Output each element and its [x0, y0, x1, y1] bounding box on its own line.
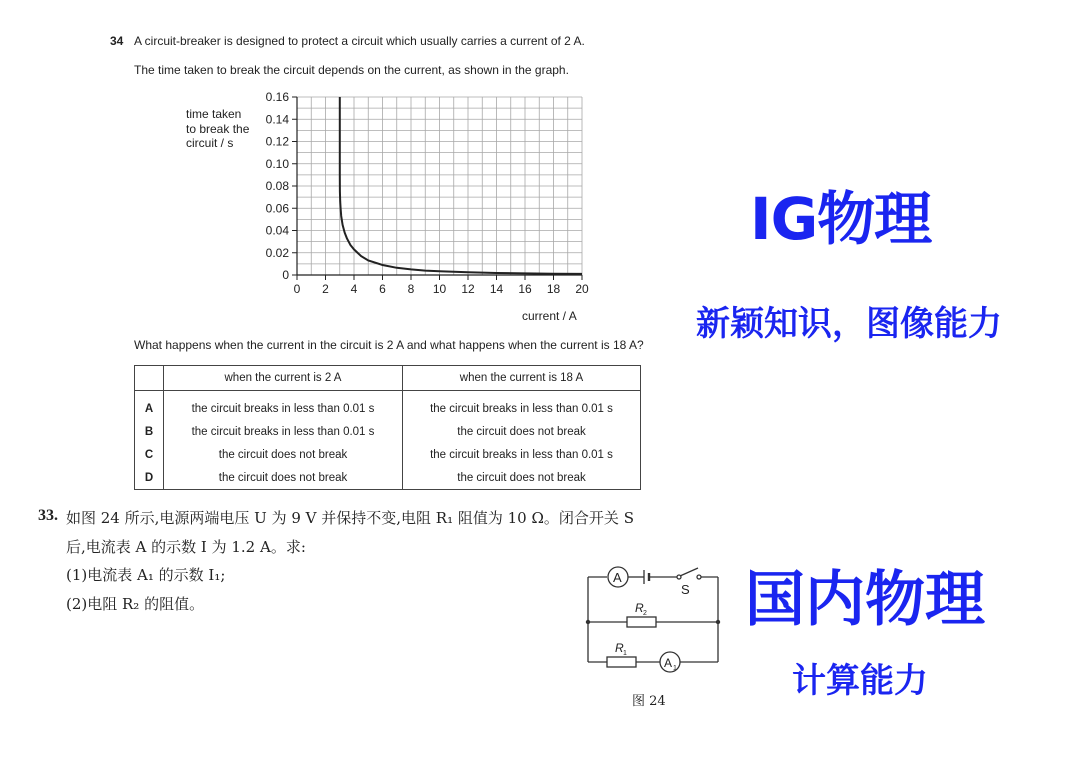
chart-ticks	[266, 90, 589, 296]
x-tick-label: 12	[461, 282, 475, 296]
x-tick-label: 20	[575, 282, 589, 296]
answer-option-a	[135, 391, 641, 421]
figure-24-caption: 图 24	[632, 694, 666, 709]
question-34-text-2: The time taken to break the circuit depends on the current, as shown in the graph.	[134, 63, 569, 77]
y-label-line-3: circuit / s	[186, 136, 234, 150]
option-letter[interactable]: B	[135, 420, 164, 443]
circuit-diagram-24	[580, 560, 730, 675]
circuit-breaker-graph	[0, 0, 700, 330]
ammeter-a1-label: A	[664, 656, 673, 670]
x-tick-label: 14	[489, 282, 504, 296]
y-tick-label: 0.10	[265, 156, 289, 171]
question-33-part-2: (2)电阻 R₂ 的阻值。	[66, 595, 205, 613]
x-tick-label: 18	[546, 282, 561, 296]
option-18a-outcome: the circuit does not break	[403, 466, 641, 490]
header-current-2a: when the current is 2 A	[164, 366, 403, 391]
x-tick-label: 4	[350, 282, 358, 296]
y-tick-label: 0.14	[265, 112, 289, 127]
option-letter[interactable]: A	[135, 391, 164, 421]
option-2a-outcome: the circuit does not break	[164, 443, 403, 466]
y-tick-label: 0.16	[265, 90, 289, 104]
r2-label: R	[635, 601, 644, 615]
option-2a-outcome: the circuit breaks in less than 0.01 s	[164, 420, 403, 443]
option-18a-outcome: the circuit breaks in less than 0.01 s	[403, 443, 641, 466]
question-33-line-1: 如图 24 所示,电源两端电压 U 为 9 V 并保持不变,电阻 R₁ 阻值为 10 Ω。闭合开关 S	[66, 509, 634, 527]
question-34-prompt: What happens when the current in the circuit is 2 A and what happens when the current is 18 A?	[134, 338, 644, 352]
y-tick-label: 0.12	[265, 134, 289, 149]
chart-x-axis-label: current / A	[522, 309, 577, 323]
option-letter[interactable]: D	[135, 466, 164, 490]
y-label-line-1: time taken	[186, 107, 242, 121]
option-2a-outcome: the circuit does not break	[164, 466, 403, 490]
header-current-18a: when the current is 18 A	[403, 366, 641, 391]
answer-option-d	[135, 466, 641, 490]
y-tick-label: 0.02	[265, 245, 289, 260]
question-34-text: A circuit-breaker is designed to protect a circuit which usually carries a current of 2 A.	[134, 34, 585, 48]
option-2a-outcome: the circuit breaks in less than 0.01 s	[164, 391, 403, 421]
switch-label: S	[681, 582, 690, 597]
switch-lever	[680, 568, 698, 576]
y-tick-label: 0	[282, 268, 289, 282]
x-tick-label: 6	[379, 282, 386, 296]
y-tick-label: 0.06	[265, 201, 289, 216]
r1-subscript: 1	[623, 650, 627, 657]
question-33-line-2: 后,电流表 A 的示数 I 为 1.2 A。求:	[66, 538, 306, 556]
question-33-part-1: (1)电流表 A₁ 的示数 I₁;	[66, 566, 226, 584]
question-33-number: 33.	[38, 507, 58, 524]
r1-label: R	[615, 641, 624, 655]
answer-options-table	[134, 365, 641, 490]
header-empty-cell	[135, 366, 164, 391]
x-tick-label: 0	[293, 282, 301, 296]
ammeter-a-label: A	[613, 570, 622, 585]
question-34-number: 34	[110, 34, 124, 48]
x-tick-label: 10	[432, 282, 447, 296]
domestic-physics-title: 国内物理	[745, 565, 985, 635]
ig-physics-title: IG物理	[750, 185, 932, 253]
switch-contact-right	[697, 575, 701, 579]
resistor-r2-icon	[627, 617, 656, 627]
chart-series-curve	[340, 97, 582, 274]
y-label-line-2: to break the	[186, 121, 250, 136]
answer-table-header	[135, 366, 641, 391]
domestic-physics-subtitle: 计算能力	[792, 661, 928, 701]
x-tick-label: 2	[322, 282, 329, 296]
option-18a-outcome: the circuit breaks in less than 0.01 s	[403, 391, 641, 421]
ammeter-a1-subscript: 1	[673, 665, 677, 672]
resistor-r1-icon	[607, 657, 636, 667]
ig-physics-subtitle: 新颖知识，图像能力	[696, 304, 1002, 344]
r2-subscript: 2	[643, 610, 647, 617]
x-tick-label: 8	[407, 282, 415, 296]
answer-option-c	[135, 443, 641, 466]
y-tick-label: 0.04	[265, 223, 289, 238]
y-tick-label: 0.08	[265, 179, 289, 193]
answer-option-b	[135, 420, 641, 443]
option-18a-outcome: the circuit does not break	[403, 420, 641, 443]
x-tick-label: 16	[518, 282, 532, 296]
option-letter[interactable]: C	[135, 443, 164, 466]
